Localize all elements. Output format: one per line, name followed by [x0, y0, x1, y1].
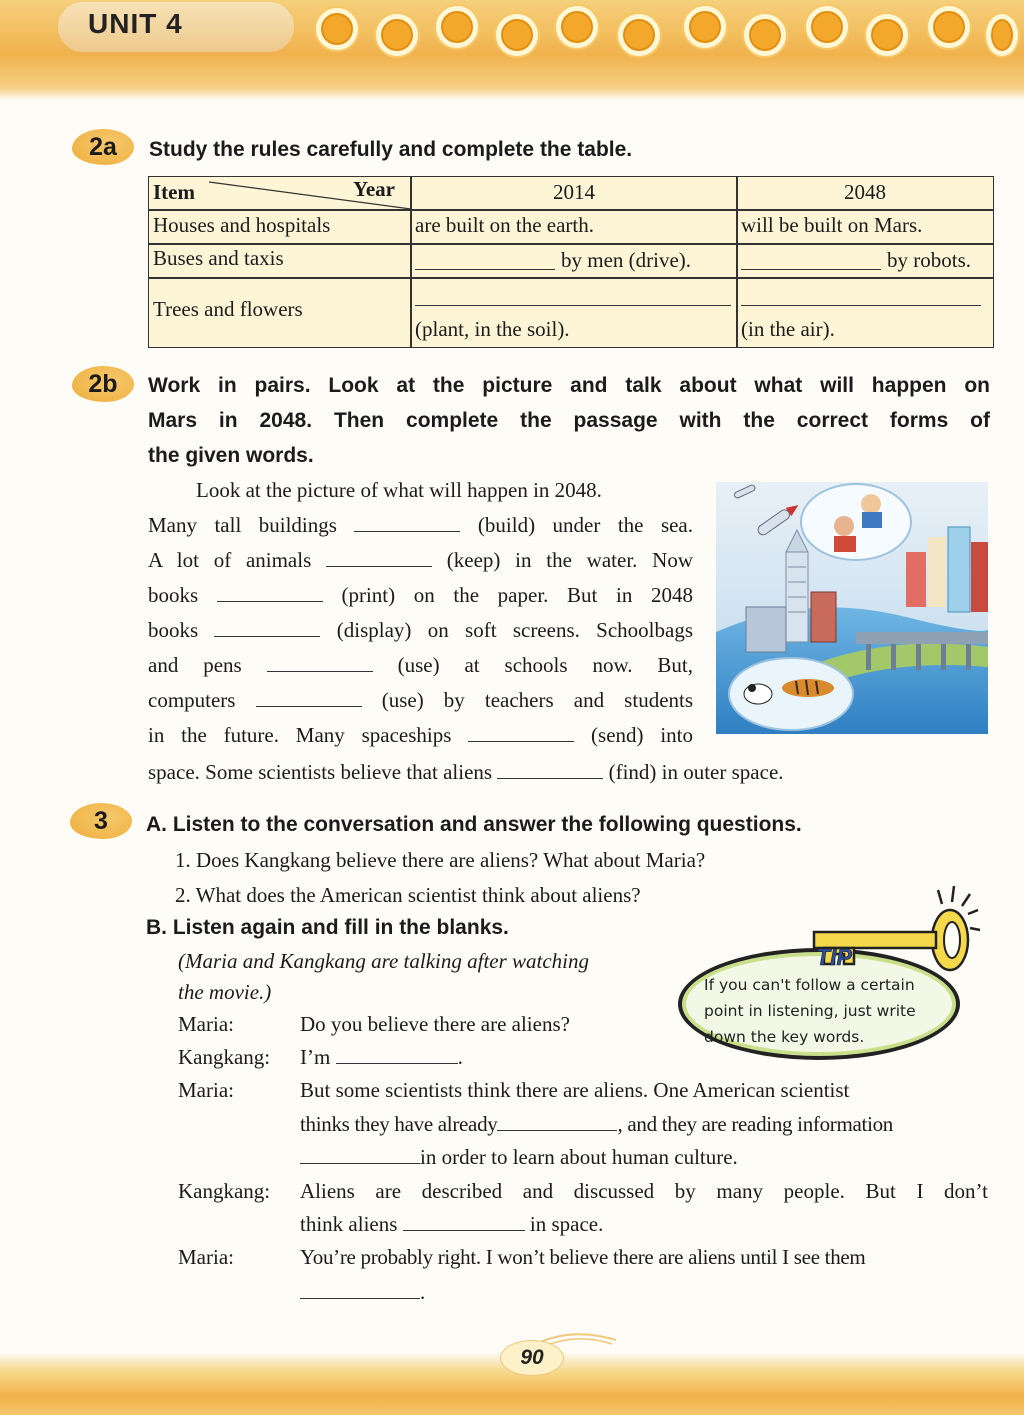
- future-city-icon: [716, 482, 988, 734]
- passage-line: [148, 723, 693, 748]
- unit-title: UNIT 4: [88, 8, 183, 39]
- dialogue-text: [300, 1112, 893, 1137]
- passage-line: Look at the picture of what will happen in 2048.: [196, 478, 602, 502]
- answer-blank[interactable]: [415, 269, 555, 270]
- answer-blank[interactable]: [741, 305, 981, 306]
- dialogue-text: You’re probably right. I won’t believe there are aliens until I see them: [300, 1245, 866, 1269]
- dialogue-text: [300, 1045, 463, 1070]
- passage-line: [148, 688, 693, 713]
- part-a-instruction: A. Listen to the conversation and answer the following questions.: [146, 813, 802, 836]
- tip-text: If you can't follow a certain point in listening, just write down the key words.: [704, 976, 916, 1046]
- decorative-circle-icon: [744, 14, 786, 56]
- passage-text: (send) into: [591, 723, 694, 747]
- stage-direction: (Maria and Kangkang are talking after watching: [178, 949, 590, 973]
- speaker-label: Maria:: [178, 1012, 234, 1036]
- part-b-instruction: B. Listen again and fill in the blanks.: [146, 916, 509, 939]
- answer-blank[interactable]: [300, 1298, 420, 1299]
- passage-line: [148, 583, 693, 608]
- decorative-circle-icon: [376, 14, 418, 56]
- answer-blank[interactable]: [354, 531, 460, 532]
- instruction-2a: Study the rules carefully and complete the table.: [149, 138, 633, 161]
- speaker-label: Maria:: [178, 1078, 234, 1102]
- rules-table: [148, 176, 994, 348]
- answer-blank[interactable]: [741, 269, 881, 270]
- dialogue-text: [300, 1280, 425, 1305]
- table-header-2048: 2048: [844, 180, 886, 204]
- passage-text: (print) on the paper. But in 2048: [341, 583, 693, 607]
- decorative-circle-icon: [684, 6, 726, 48]
- section-badge-3: 3: [70, 803, 132, 839]
- question-item: 1. Does Kangkang believe there are aliens? What about Maria?: [175, 848, 706, 872]
- table-header-year: Year: [353, 177, 395, 201]
- speaker-label: Kangkang:: [178, 1179, 271, 1203]
- table-header-2014: 2014: [553, 180, 595, 204]
- decorative-circle-icon: [556, 6, 598, 48]
- page-number: 90: [500, 1340, 564, 1376]
- decorative-circle-icon: [496, 14, 538, 56]
- dialogue-text: But some scientists think there are aliens. One American scientist: [300, 1078, 850, 1102]
- passage-line: [148, 513, 693, 538]
- passage-line: [148, 653, 693, 678]
- passage-text: books: [148, 583, 199, 607]
- passage-line: [148, 618, 693, 643]
- passage-text: (keep) in the water. Now: [446, 548, 693, 572]
- mars-2048-illustration: [716, 482, 988, 734]
- table-header-item: Item: [153, 180, 195, 204]
- dialogue-text: Aliens are described and discussed by many people. But I don’t: [300, 1179, 988, 1203]
- dialogue-text: Do you believe there are aliens?: [300, 1012, 570, 1036]
- dialogue-fragment: .: [457, 1045, 463, 1069]
- answer-blank[interactable]: [415, 305, 731, 306]
- answer-blank[interactable]: [468, 741, 574, 742]
- answer-blank[interactable]: [300, 1163, 420, 1164]
- instruction-2b-line: Mars in 2048. Then complete the passage with the correct forms of: [148, 409, 990, 432]
- passage-text: (use) at schools now. But,: [397, 653, 694, 677]
- table-cell-2048: will be built on Mars.: [741, 213, 923, 237]
- passage-text: (build) under the sea.: [477, 513, 694, 537]
- passage-text: and pens: [148, 653, 242, 677]
- passage-text: (use) by teachers and students: [381, 688, 694, 712]
- table-cell-2048: (in the air).: [741, 317, 835, 341]
- decorative-circle-icon: [928, 6, 970, 48]
- passage-text: (find) in outer space.: [608, 760, 784, 784]
- table-cell-2048: by robots.: [887, 248, 971, 272]
- speaker-label: Maria:: [178, 1245, 234, 1269]
- passage-text: A lot of animals: [148, 548, 312, 572]
- dialogue-fragment: think aliens: [300, 1212, 398, 1236]
- table-divider: [149, 243, 993, 245]
- decorative-circle-icon: [986, 14, 1018, 56]
- table-divider: [149, 277, 993, 279]
- section-badge-2b: 2b: [72, 366, 134, 402]
- table-row-item: Trees and flowers: [153, 297, 303, 321]
- table-cell-2014: by men (drive).: [561, 248, 692, 272]
- answer-blank[interactable]: [403, 1230, 525, 1231]
- stage-direction: the movie.): [178, 980, 272, 1004]
- decorative-circle-icon: [436, 6, 478, 48]
- passage-text: in the future. Many spaceships: [148, 723, 452, 747]
- dialogue-fragment: I’m: [300, 1045, 331, 1069]
- table-cell-2014: are built on the earth.: [415, 213, 595, 237]
- table-row-item: Houses and hospitals: [153, 213, 331, 237]
- tip-label: TIP: [816, 944, 852, 970]
- answer-blank[interactable]: [267, 671, 373, 672]
- answer-blank[interactable]: [256, 706, 362, 707]
- question-item: 2. What does the American scientist think about aliens?: [175, 883, 641, 907]
- dialogue-fragment: in order to learn about human culture.: [420, 1145, 738, 1169]
- passage-text: computers: [148, 688, 236, 712]
- decorative-circle-icon: [806, 6, 848, 48]
- answer-blank[interactable]: [326, 566, 432, 567]
- answer-blank[interactable]: [214, 636, 320, 637]
- passage-text: Many tall buildings: [148, 513, 337, 537]
- answer-blank[interactable]: [336, 1063, 458, 1064]
- decorative-circle-icon: [618, 14, 660, 56]
- instruction-2b-line: Work in pairs. Look at the picture and talk about what will happen on: [148, 374, 990, 397]
- answer-blank[interactable]: [217, 601, 323, 602]
- table-cell-2014: (plant, in the soil).: [415, 317, 570, 341]
- dialogue-fragment: in space.: [529, 1212, 604, 1236]
- section-badge-2a: 2a: [72, 129, 134, 165]
- answer-blank[interactable]: [497, 778, 603, 779]
- decorative-circle-icon: [316, 8, 358, 50]
- passage-text: (display) on soft screens. Schoolbags: [336, 618, 693, 642]
- passage-line: [148, 760, 888, 785]
- header-band: [0, 0, 1024, 100]
- speaker-label: Kangkang:: [178, 1045, 271, 1069]
- passage-text: space. Some scientists believe that aliens: [148, 760, 493, 784]
- passage-line: [148, 548, 693, 573]
- decorative-circle-icon: [866, 14, 908, 56]
- passage-text: books: [148, 618, 199, 642]
- dialogue-fragment: thinks they have already: [300, 1112, 498, 1136]
- dialogue-fragment: , and they are reading information: [617, 1112, 894, 1136]
- instruction-2b-line: the given words.: [148, 444, 314, 467]
- dialogue-text: [300, 1212, 603, 1237]
- answer-blank[interactable]: [497, 1130, 617, 1131]
- table-row-item: Buses and taxis: [153, 246, 284, 270]
- dialogue-text: [300, 1145, 738, 1170]
- dialogue-fragment: .: [420, 1280, 426, 1304]
